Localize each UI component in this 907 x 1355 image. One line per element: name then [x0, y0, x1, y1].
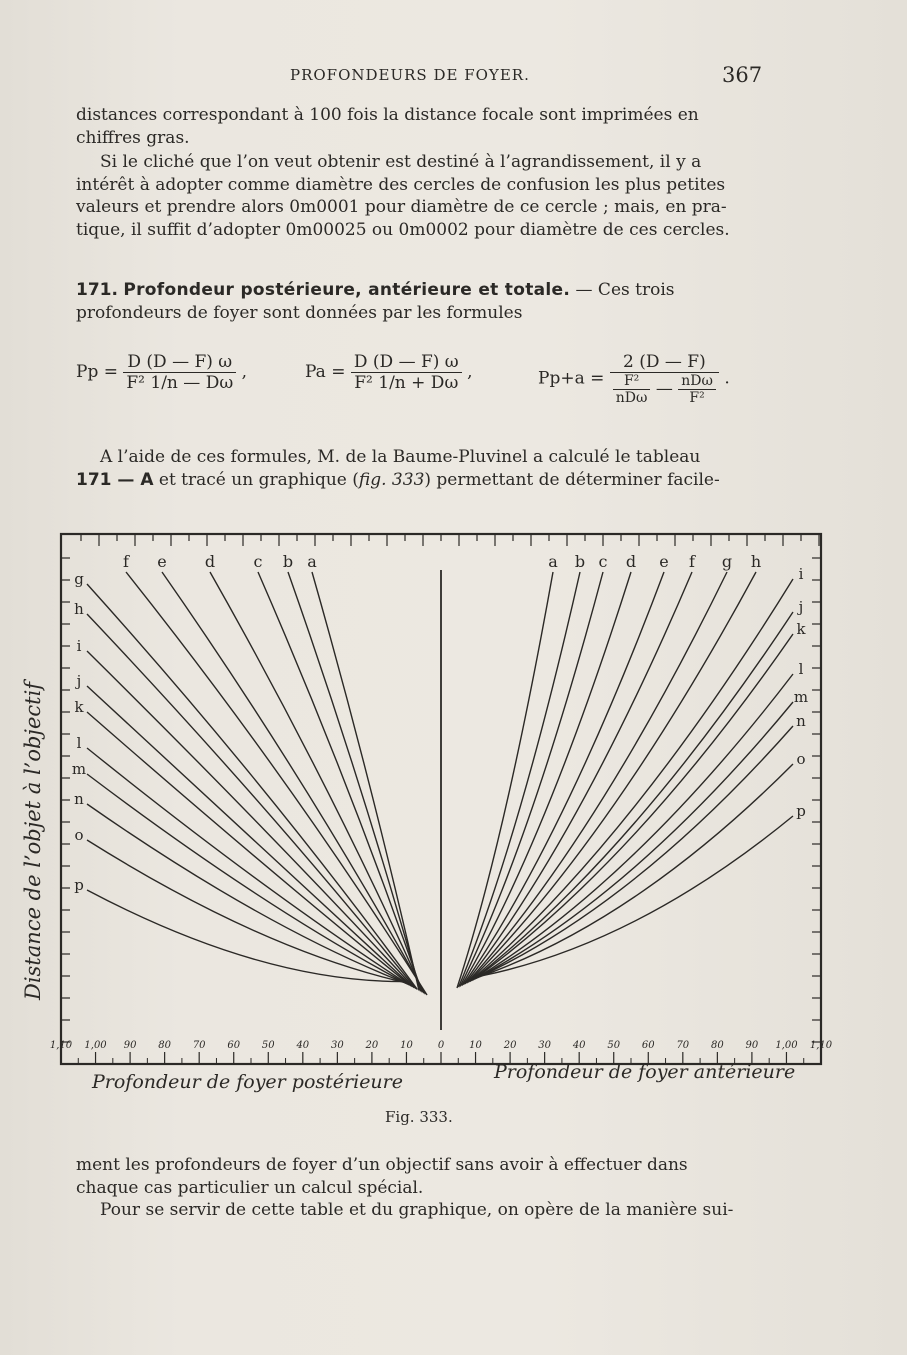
formula-anterior: Pa = $\frac{D (D — F) \omega}{\text{F² 1/n + Dω}}$ ,	[305, 352, 473, 393]
text-line	[76, 469, 758, 492]
posterior-curve	[87, 890, 403, 982]
y-axis-label: Distance de l’objet à l’objectif	[21, 681, 45, 1000]
sub-fraction	[678, 373, 716, 406]
x-tick-label: 90	[123, 1040, 137, 1051]
side-label: k	[74, 698, 84, 716]
formula-lhs: Pp+a =	[538, 368, 605, 389]
curve-label: a	[548, 552, 558, 571]
side-label: j	[798, 598, 804, 616]
figure-333	[20, 520, 840, 1095]
paragraph-5	[76, 1199, 758, 1222]
side-label: o	[74, 826, 84, 844]
text-span: Pour se servir de cette table et du graphique, on opère de la manière sui-	[100, 1200, 734, 1220]
curve-label: e	[157, 552, 167, 571]
posterior-curve	[126, 572, 427, 995]
table-reference: 171 — A	[76, 469, 154, 490]
formula-total: Pp+a = 2 (D — F) $\frac{\text{F²}}{\text{nDω}}$ — $\frac{\text{nDω}}{\text{F²}}$ .	[538, 352, 730, 406]
curve-label: e	[659, 552, 669, 571]
x-tick-label: 0	[437, 1040, 445, 1051]
text-span: A l’aide de ces formules, M. de la Baume-Pluvinel a calculé le tableau	[100, 447, 701, 467]
text-line: ment les profondeurs de foyer d’un objectif sans avoir à effectuer dans	[76, 1155, 688, 1175]
anterior-curve	[468, 572, 756, 982]
x-tick-label: 10	[469, 1040, 482, 1051]
formula-denominator: F² 1/n — Dω	[126, 373, 234, 393]
side-label: i	[76, 637, 82, 655]
x-tick-label: 70	[676, 1040, 690, 1051]
text-line: intérêt à adopter comme diamètre des cercles de confusion les plus petites	[76, 174, 726, 195]
text-line: tique, il suffit d’adopter 0m00025 ou 0m0002 pour diamètre de ces cercles.	[76, 219, 730, 240]
paragraph-4	[76, 1154, 758, 1199]
curve-label: f	[123, 552, 129, 571]
x-tick-label: 1,10	[49, 1040, 73, 1051]
posterior-curve	[87, 651, 414, 988]
curve-label: h	[750, 552, 762, 571]
text-span: Si le cliché que l’on veut obtenir est destiné à l’agrandissement, il y a	[100, 152, 702, 172]
curve-label: f	[689, 552, 695, 571]
x-tick-label: 50	[607, 1040, 621, 1051]
curve-label: c	[253, 552, 263, 571]
x-axis-label-anterior: Profondeur de foyer antérieure	[494, 1061, 796, 1083]
text-span: et tracé un graphique (	[158, 469, 359, 490]
side-label: l	[76, 734, 82, 752]
side-label: k	[796, 620, 806, 638]
paragraph-2	[76, 151, 758, 241]
figure-caption: Fig. 333.	[385, 1108, 453, 1126]
x-tick-label: 20	[503, 1040, 517, 1051]
x-tick-label: 60	[227, 1040, 241, 1051]
formula-fraction	[610, 352, 719, 406]
x-tick-label: 90	[745, 1040, 759, 1051]
section-heading-line	[76, 279, 758, 302]
sub-fraction	[613, 373, 651, 406]
x-tick-label: 80	[158, 1040, 172, 1051]
section-title: Profondeur postérieure, antérieure et totale.	[123, 280, 571, 300]
x-tick-label: 30	[330, 1040, 344, 1051]
curve-label: b	[282, 552, 294, 571]
paragraph-3	[76, 446, 758, 491]
posterior-curve	[87, 712, 411, 986]
curve-label: a	[307, 552, 317, 571]
text-line: chaque cas particulier un calcul spécial.	[76, 1177, 424, 1198]
side-label: j	[76, 672, 82, 690]
section-number: 171.	[76, 280, 118, 300]
formula-numerator: D (D — F) ω	[123, 352, 236, 373]
page-number: 367	[722, 63, 763, 87]
posterior-curve	[288, 572, 421, 991]
x-tick-label: 80	[710, 1040, 724, 1051]
anterior-curve	[471, 612, 793, 981]
curve-label: d	[204, 552, 216, 571]
sub-denominator: nDω	[615, 390, 648, 406]
x-tick-label: 40	[572, 1040, 586, 1051]
sub-numerator: nDω	[678, 373, 716, 390]
formula-posterior: Pp = $\frac{D (D — F) \omega}{\text{F² 1/n — Dω}}$ ,	[76, 352, 247, 393]
text-line	[76, 1199, 758, 1222]
text-span: ) permettant de déterminer facile-	[424, 469, 720, 490]
curve-label: d	[625, 552, 637, 571]
side-label: n	[74, 790, 84, 808]
formula-lhs: Pp =	[76, 362, 118, 382]
x-tick-label: 1,10	[809, 1040, 833, 1051]
side-label: i	[798, 565, 804, 583]
x-tick-label: 10	[400, 1040, 413, 1051]
text-line	[76, 151, 758, 174]
section-intro: — Ces trois	[575, 280, 675, 300]
x-tick-label: 1,00	[84, 1040, 107, 1051]
x-tick-label: 70	[192, 1040, 206, 1051]
formula-numerator: 2 (D — F)	[610, 352, 719, 373]
figure-reference: fig. 333	[358, 469, 425, 490]
posterior-curve	[87, 748, 409, 985]
posterior-curve	[87, 840, 405, 982]
text-line	[76, 446, 758, 469]
x-tick-label: 20	[365, 1040, 379, 1051]
x-tick-label: 1,00	[775, 1040, 798, 1051]
posterior-curve	[258, 572, 422, 992]
sub-numerator: F²	[613, 373, 651, 390]
x-tick-label: 40	[296, 1040, 310, 1051]
formula-denominator	[610, 373, 719, 406]
x-tick-label: 50	[261, 1040, 275, 1051]
side-label: p	[796, 802, 806, 820]
formula-lhs: Pa =	[305, 362, 346, 382]
formula-fraction	[123, 352, 236, 393]
section-171	[76, 279, 758, 324]
side-label: m	[793, 688, 809, 706]
formula-denominator: F² 1/n + Dω	[354, 373, 459, 393]
paragraph-1	[76, 104, 758, 149]
anterior-curve	[462, 572, 631, 986]
sub-denominator: F²	[689, 390, 705, 406]
posterior-curve	[87, 614, 416, 989]
side-label: h	[74, 600, 84, 618]
anterior-curve	[473, 634, 793, 980]
curve-label: g	[721, 552, 733, 571]
running-title: PROFONDEURS DE FOYER.	[290, 66, 530, 84]
x-axis-label-posterior: Profondeur de foyer postérieure	[92, 1071, 403, 1093]
side-label: o	[796, 750, 806, 768]
text-line: profondeurs de foyer sont données par les formules	[76, 302, 523, 323]
anterior-curve	[457, 572, 553, 988]
formula-numerator: D (D — F) ω	[351, 352, 462, 373]
minus-sign: —	[655, 379, 673, 399]
side-label: m	[71, 760, 87, 778]
anterior-curve	[460, 572, 603, 986]
side-label: g	[74, 570, 84, 588]
side-label: n	[796, 712, 806, 730]
formula-fraction	[351, 352, 462, 393]
x-tick-label: 30	[538, 1040, 552, 1051]
text-line: chiffres gras.	[76, 127, 190, 148]
side-label: p	[74, 876, 84, 894]
text-line: distances correspondant à 100 fois la distance focale sont imprimées en	[76, 105, 699, 125]
curve-label: b	[574, 552, 586, 571]
side-label: l	[798, 660, 804, 678]
running-header	[0, 63, 907, 90]
text-line: valeurs et prendre alors 0m0001 pour diamètre de ce cercle ; mais, en pra-	[76, 197, 727, 217]
curve-label: c	[598, 552, 608, 571]
x-tick-label: 60	[641, 1040, 655, 1051]
